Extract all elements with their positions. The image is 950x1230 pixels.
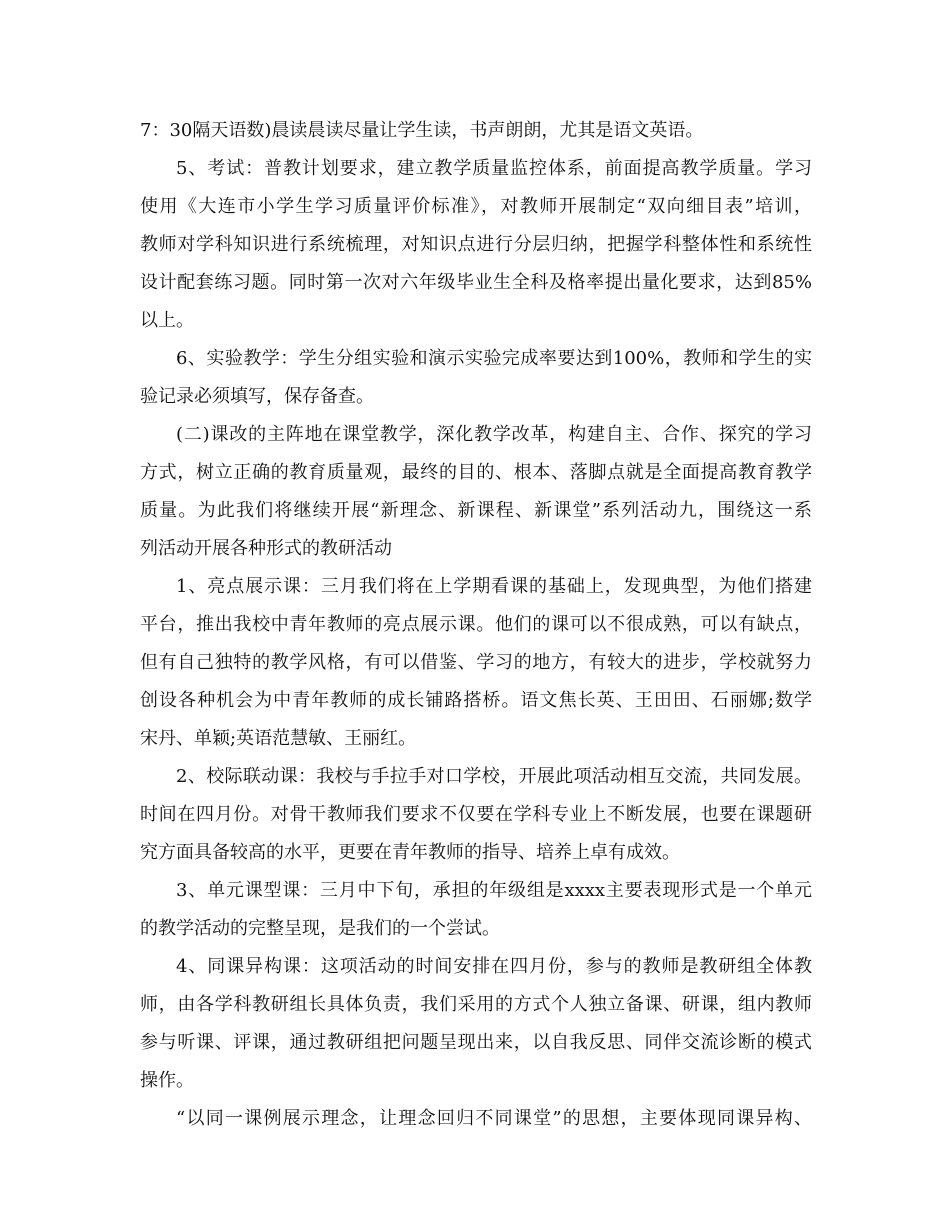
text-line: 质量。为此我们将继续开展“新理念、新课程、新课堂”系列活动九，围绕这一系 [140, 500, 812, 521]
text-line: 验记录必须填写，保存备查。 [140, 386, 374, 407]
text-line: 6、实验教学：学生分组实验和演示实验完成率要达到100%，教师和学生的实 [176, 348, 812, 369]
text-line: 列活动开展各种形式的教研活动 [140, 538, 392, 559]
text-line: 方式，树立正确的教育质量观，最终的目的、根本、落脚点就是全面提高教育教学 [140, 462, 812, 483]
text-line: 2、校际联动课：我校与手拉手对口学校，开展此项活动相互交流，共同发展。 [176, 766, 812, 787]
text-line: 以上。 [140, 310, 194, 331]
text-line: 4、同课异构课：这项活动的时间安排在四月份，参与的教师是教研组全体教 [176, 956, 812, 977]
text-line: 创设各种机会为中青年教师的成长铺路搭桥。语文焦长英、王田田、石丽娜;数学 [140, 690, 812, 711]
text-line: 设计配套练习题。同时第一次对六年级毕业生全科及格率提出量化要求，达到85% [140, 272, 812, 293]
text-line: “以同一课例展示理念，让理念回归不同课堂”的思想，主要体现同课异构、 [176, 1108, 812, 1129]
text-line: 使用《大连市小学生学习质量评价标准》，对教师开展制定“双向细目表”培训， [140, 196, 812, 217]
text-line: 但有自己独特的教学风格，有可以借鉴、学习的地方，有较大的进步，学校就努力 [140, 652, 812, 673]
text-line: (二)课改的主阵地在课堂教学，深化教学改革，构建自主、合作、探究的学习 [176, 424, 812, 445]
text-line: 的教学活动的完整呈现，是我们的一个尝试。 [140, 918, 500, 939]
text-line: 3、单元课型课：三月中下旬，承担的年级组是xxxx主要表现形式是一个单元 [176, 880, 812, 901]
text-line: 教师对学科知识进行系统梳理，对知识点进行分层归纳，把握学科整体性和系统性 [140, 234, 812, 255]
text-line: 7：30隔天语数)晨读晨读尽量让学生读，书声朗朗，尤其是语文英语。 [140, 120, 704, 141]
text-line: 5、考试：普教计划要求，建立教学质量监控体系，前面提高教学质量。学习 [176, 158, 812, 179]
document-body [140, 112, 812, 1138]
text-line: 时间在四月份。对骨干教师我们要求不仅要在学科专业上不断发展，也要在课题研 [140, 804, 812, 825]
text-line: 宋丹、单颖;英语范慧敏、王丽红。 [140, 728, 417, 749]
text-line: 平台，推出我校中青年教师的亮点展示课。他们的课可以不很成熟，可以有缺点， [140, 614, 812, 635]
text-line: 参与听课、评课，通过教研组把问题呈现出来，以自我反思、同伴交流诊断的模式 [140, 1032, 812, 1053]
text-line: 究方面具备较高的水平，更要在青年教师的指导、培养上卓有成效。 [140, 842, 680, 863]
text-line: 操作。 [140, 1070, 194, 1091]
text-line: 1、亮点展示课：三月我们将在上学期看课的基础上，发现典型，为他们搭建 [176, 576, 812, 597]
text-line: 师，由各学科教研组长具体负责，我们采用的方式个人独立备课、研课，组内教师 [140, 994, 812, 1015]
